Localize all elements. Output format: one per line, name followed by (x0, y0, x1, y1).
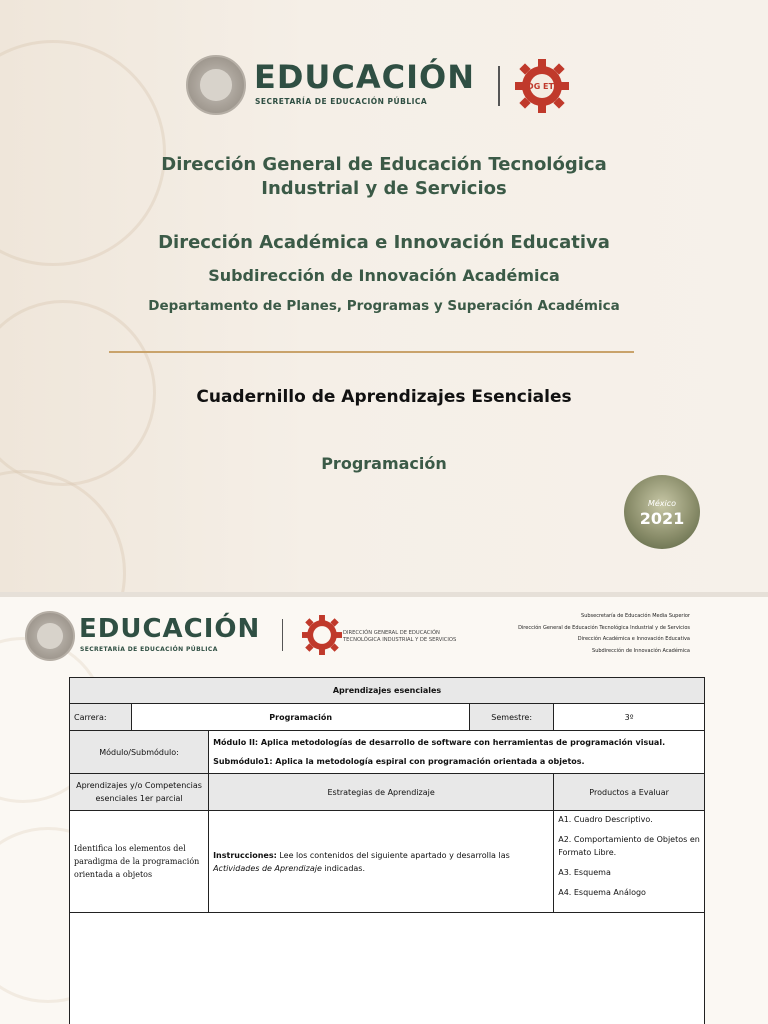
dgeti-badge-text: DG ETI (527, 82, 557, 91)
logo-divider (282, 619, 283, 651)
cover-title: Cuadernillo de Aprendizajes Esenciales (196, 387, 572, 407)
background-ornament (0, 470, 126, 592)
cover-line-5: Departamento de Planes, Programas y Superación Académica (148, 298, 620, 314)
cover-line-4: Subdirección de Innovación Académica (208, 266, 560, 285)
badge-year: 2021 (639, 509, 685, 528)
badge-line1: México (647, 499, 677, 508)
carrera-value: Programación (132, 704, 470, 731)
dgeti-name-line1: DIRECCIÓN GENERAL DE EDUCACIÓN (343, 630, 440, 636)
cover-line-3: Dirección Académica e Innovación Educativa (158, 232, 610, 253)
cover-line-2: Industrial y de Servicios (261, 178, 507, 199)
dgeti-gear-icon (302, 613, 342, 657)
productos-cell (554, 811, 705, 913)
header-line-4: Subdirección de Innovación Académica (592, 648, 690, 654)
header-line-3: Dirección Académica e Innovación Educativa (577, 636, 690, 642)
instr-text2: indicadas. (321, 863, 366, 873)
producto-item: A4. Esquema Análogo (558, 888, 646, 897)
educacion-logo-sub: SECRETARÍA DE EDUCACIÓN PÚBLICA (80, 646, 218, 653)
educacion-logo-sub: SECRETARÍA DE EDUCACIÓN PÚBLICA (255, 97, 428, 106)
mexico-seal-icon (186, 55, 246, 115)
cover-line-1: Dirección General de Educación Tecnológica (161, 154, 607, 175)
mexico-seal-icon (25, 611, 75, 661)
mexico-2021-badge (624, 475, 700, 549)
aprendizaje-cell: Identifica los elementos del paradigma de la programación orientada a objetos (70, 811, 209, 913)
col3-header: Productos a Evaluar (554, 774, 705, 811)
modulo-value: Módulo II: Aplica metodologías de desarrollo de software con herramientas de programación visual. (213, 737, 666, 747)
carrera-label: Carrera: (70, 704, 132, 731)
estrategia-cell (209, 811, 554, 913)
educacion-logo-word: EDUCACIÓN (79, 614, 261, 644)
logo-divider (498, 66, 500, 106)
modulo-cell (209, 731, 705, 774)
dgeti-name-line2: TECNOLÓGICA INDUSTRIAL Y DE SERVICIOS (343, 637, 457, 643)
educacion-logo-word: EDUCACIÓN (254, 58, 476, 96)
cover-subject: Programación (321, 454, 447, 473)
empty-content-cell (70, 913, 705, 1024)
col1-header: Aprendizajes y/o Competencias esenciales 1er parcial (70, 774, 209, 811)
dgeti-name (343, 630, 456, 644)
gold-divider (109, 351, 634, 353)
header-line-1: Subsecretaría de Educación Media Superior (581, 613, 690, 619)
producto-item: A1. Cuadro Descriptivo. (558, 815, 653, 824)
semestre-value: 3º (554, 704, 705, 731)
instr-text1: Lee los contenidos del siguiente apartado y desarrolla las (276, 850, 510, 860)
aprendizajes-table (69, 677, 705, 1024)
col2-header: Estrategias de Aprendizaje (209, 774, 554, 811)
submodulo-value: Submódulo1: Aplica la metodología espiral con programación orientada a objetos. (213, 756, 585, 766)
producto-item: A2. Comportamiento de Objetos en Formato Libre. (558, 835, 700, 857)
document-page (0, 597, 768, 1024)
dgeti-gear-icon (515, 57, 569, 115)
header-line-2: Dirección General de Educación Tecnológica Industrial y de Servicios (518, 625, 690, 631)
table-header: Aprendizajes esenciales (70, 678, 705, 704)
semestre-label: Semestre: (470, 704, 554, 731)
modulo-label: Módulo/Submódulo: (70, 731, 209, 774)
instr-bold: Instrucciones: (213, 850, 277, 860)
instr-italic: Actividades de Aprendizaje (213, 863, 322, 873)
producto-item: A3. Esquema (558, 868, 611, 877)
